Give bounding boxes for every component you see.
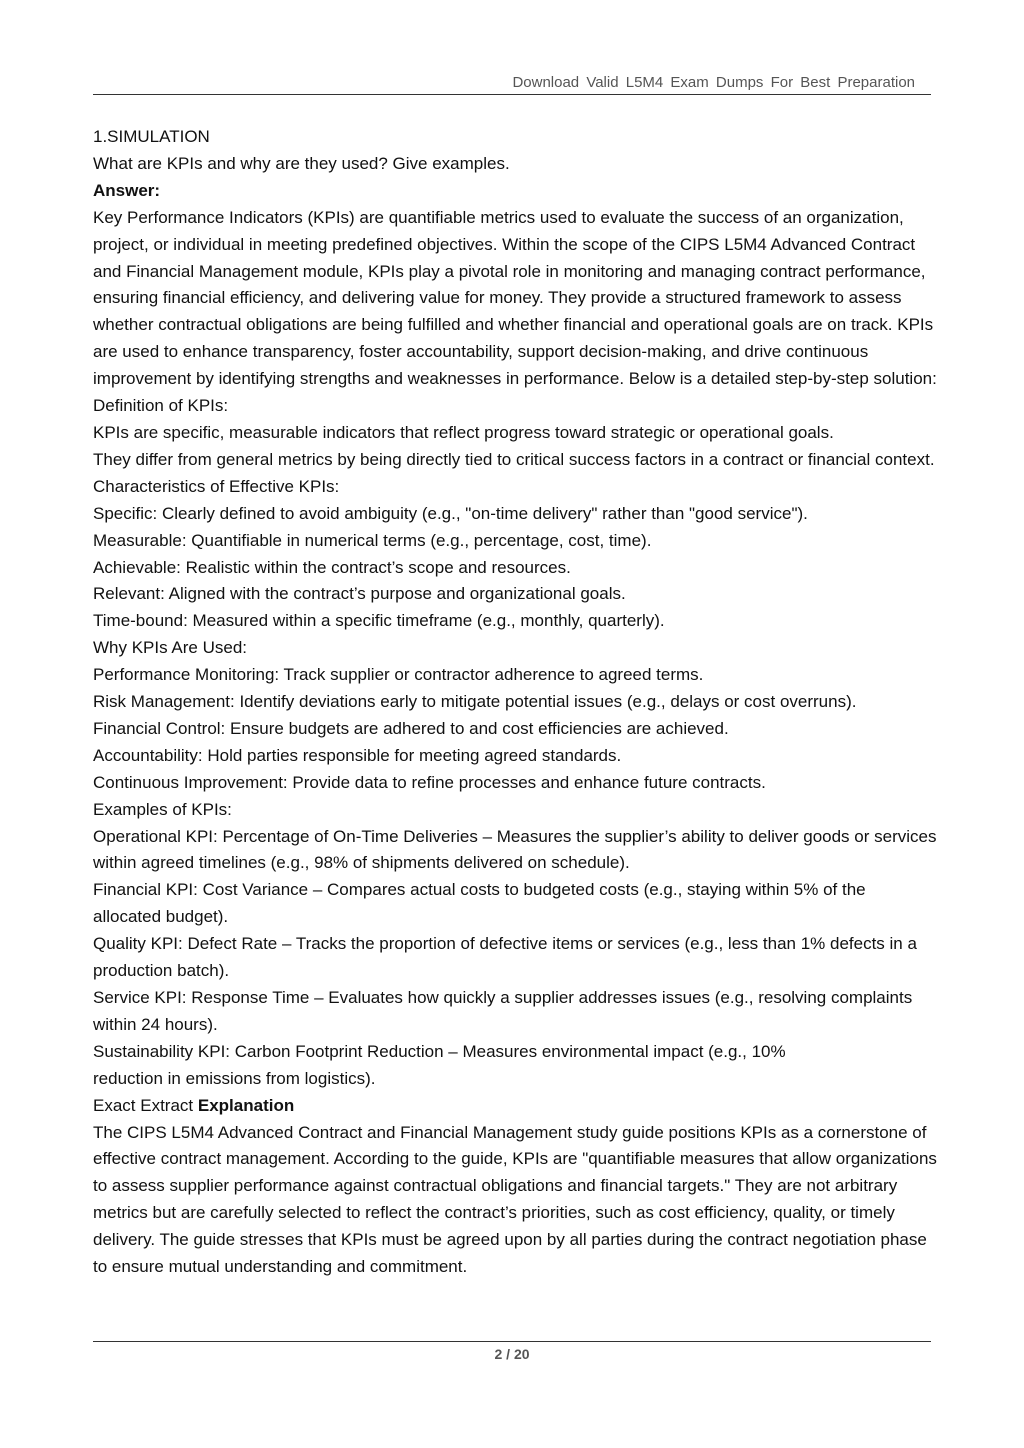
list-item: Specific: Clearly defined to avoid ambiguity (e.g., "on-time delivery" rather than "good service"). [93,503,808,523]
paragraph: KPIs are specific, measurable indicators that reflect progress toward strategic or operational goals. [93,422,834,442]
list-item: Financial KPI: Cost Variance – Compares actual costs to budgeted costs (e.g., staying within 5% of the allocated budget). [93,880,866,927]
answer-label: Answer: [93,180,161,200]
list-item: Financial Control: Ensure budgets are adhered to and cost efficiencies are achieved. [93,718,729,738]
section-heading: Why KPIs Are Used: [93,638,247,658]
section-heading: Characteristics of Effective KPIs: [93,476,340,496]
list-item: Risk Management: Identify deviations early to mitigate potential issues (e.g., delays or cost overruns). [93,692,857,712]
extract-prefix: Exact Extract [93,1095,194,1115]
list-item: Achievable: Realistic within the contract’s scope and resources. [93,557,571,577]
footer-divider [93,1341,931,1342]
document-body [93,124,938,1281]
header-title: Download Valid L5M4 Exam Dumps For Best Preparation [512,74,915,91]
page-number: 2 / 20 [494,1346,530,1362]
list-item: Performance Monitoring: Track supplier or contractor adherence to agreed terms. [93,665,704,685]
explanation-label: Explanation [197,1095,295,1115]
explanation-paragraph: The CIPS L5M4 Advanced Contract and Financial Management study guide positions KPIs as a cornerstone of effective contract management. According to the guide, KPIs are "quantifiable measures that allow organizations to assess supplier performance against contractual obligations and financial targets." They are not arbitrary metrics but are carefully selected to reflect the contract’s priorities, such as cost efficiency, quality, or timely delivery. The guide stresses that KPIs must be agreed upon by all parties during the contract negotiation phase to ensure mutual understanding and commitment. [93,1122,937,1277]
list-item: Time-bound: Measured within a specific timeframe (e.g., monthly, quarterly). [93,611,665,631]
list-item: Relevant: Aligned with the contract’s purpose and organizational goals. [93,584,626,604]
question-label: 1.SIMULATION [93,127,210,146]
question-text: What are KPIs and why are they used? Give examples. [93,153,510,173]
explanation-heading [93,1093,938,1120]
list-item: Sustainability KPI: Carbon Footprint Reduction – Measures environmental impact (e.g., 10% [93,1041,786,1061]
list-item: Continuous Improvement: Provide data to refine processes and enhance future contracts. [93,772,766,792]
section-heading: Examples of KPIs: [93,799,232,819]
intro-paragraph: Key Performance Indicators (KPIs) are quantifiable metrics used to evaluate the success of an organization, project, or individual in meeting predefined objectives. Within the scope of the CIPS L5M4 Advanced Contract and Financial Management module, KPIs play a pivotal role in monitoring and managing contract performance, ensuring financial efficiency, and delivering value for money. They provide a structured framework to assess whether contractual obligations are being fulfilled and whether financial and operational goals are on track. KPIs are used to enhance transparency, foster accountability, support decision-making, and drive continuous improvement by identifying strengths and weaknesses in performance. Below is a detailed step-by-step solution: Definition of KPIs: [93,207,937,416]
list-item: Measurable: Quantifiable in numerical terms (e.g., percentage, cost, time). [93,530,652,550]
list-item: Service KPI: Response Time – Evaluates how quickly a supplier addresses issues (e.g., resolving complaints within 24 hours). [93,988,913,1034]
paragraph: They differ from general metrics by being directly tied to critical success factors in a contract or financial context. [93,449,935,469]
list-item-continuation: reduction in emissions from logistics). [93,1068,376,1088]
page-header [93,72,931,95]
list-item: Accountability: Hold parties responsible for meeting agreed standards. [93,745,622,765]
list-item: Quality KPI: Defect Rate – Tracks the proportion of defective items or services (e.g., less than 1% defects in a production batch). [93,934,917,981]
list-item: Operational KPI: Percentage of On-Time Deliveries – Measures the supplier’s ability to deliver goods or services within agreed timelines (e.g., 98% of shipments delivered on schedule). [93,826,937,873]
